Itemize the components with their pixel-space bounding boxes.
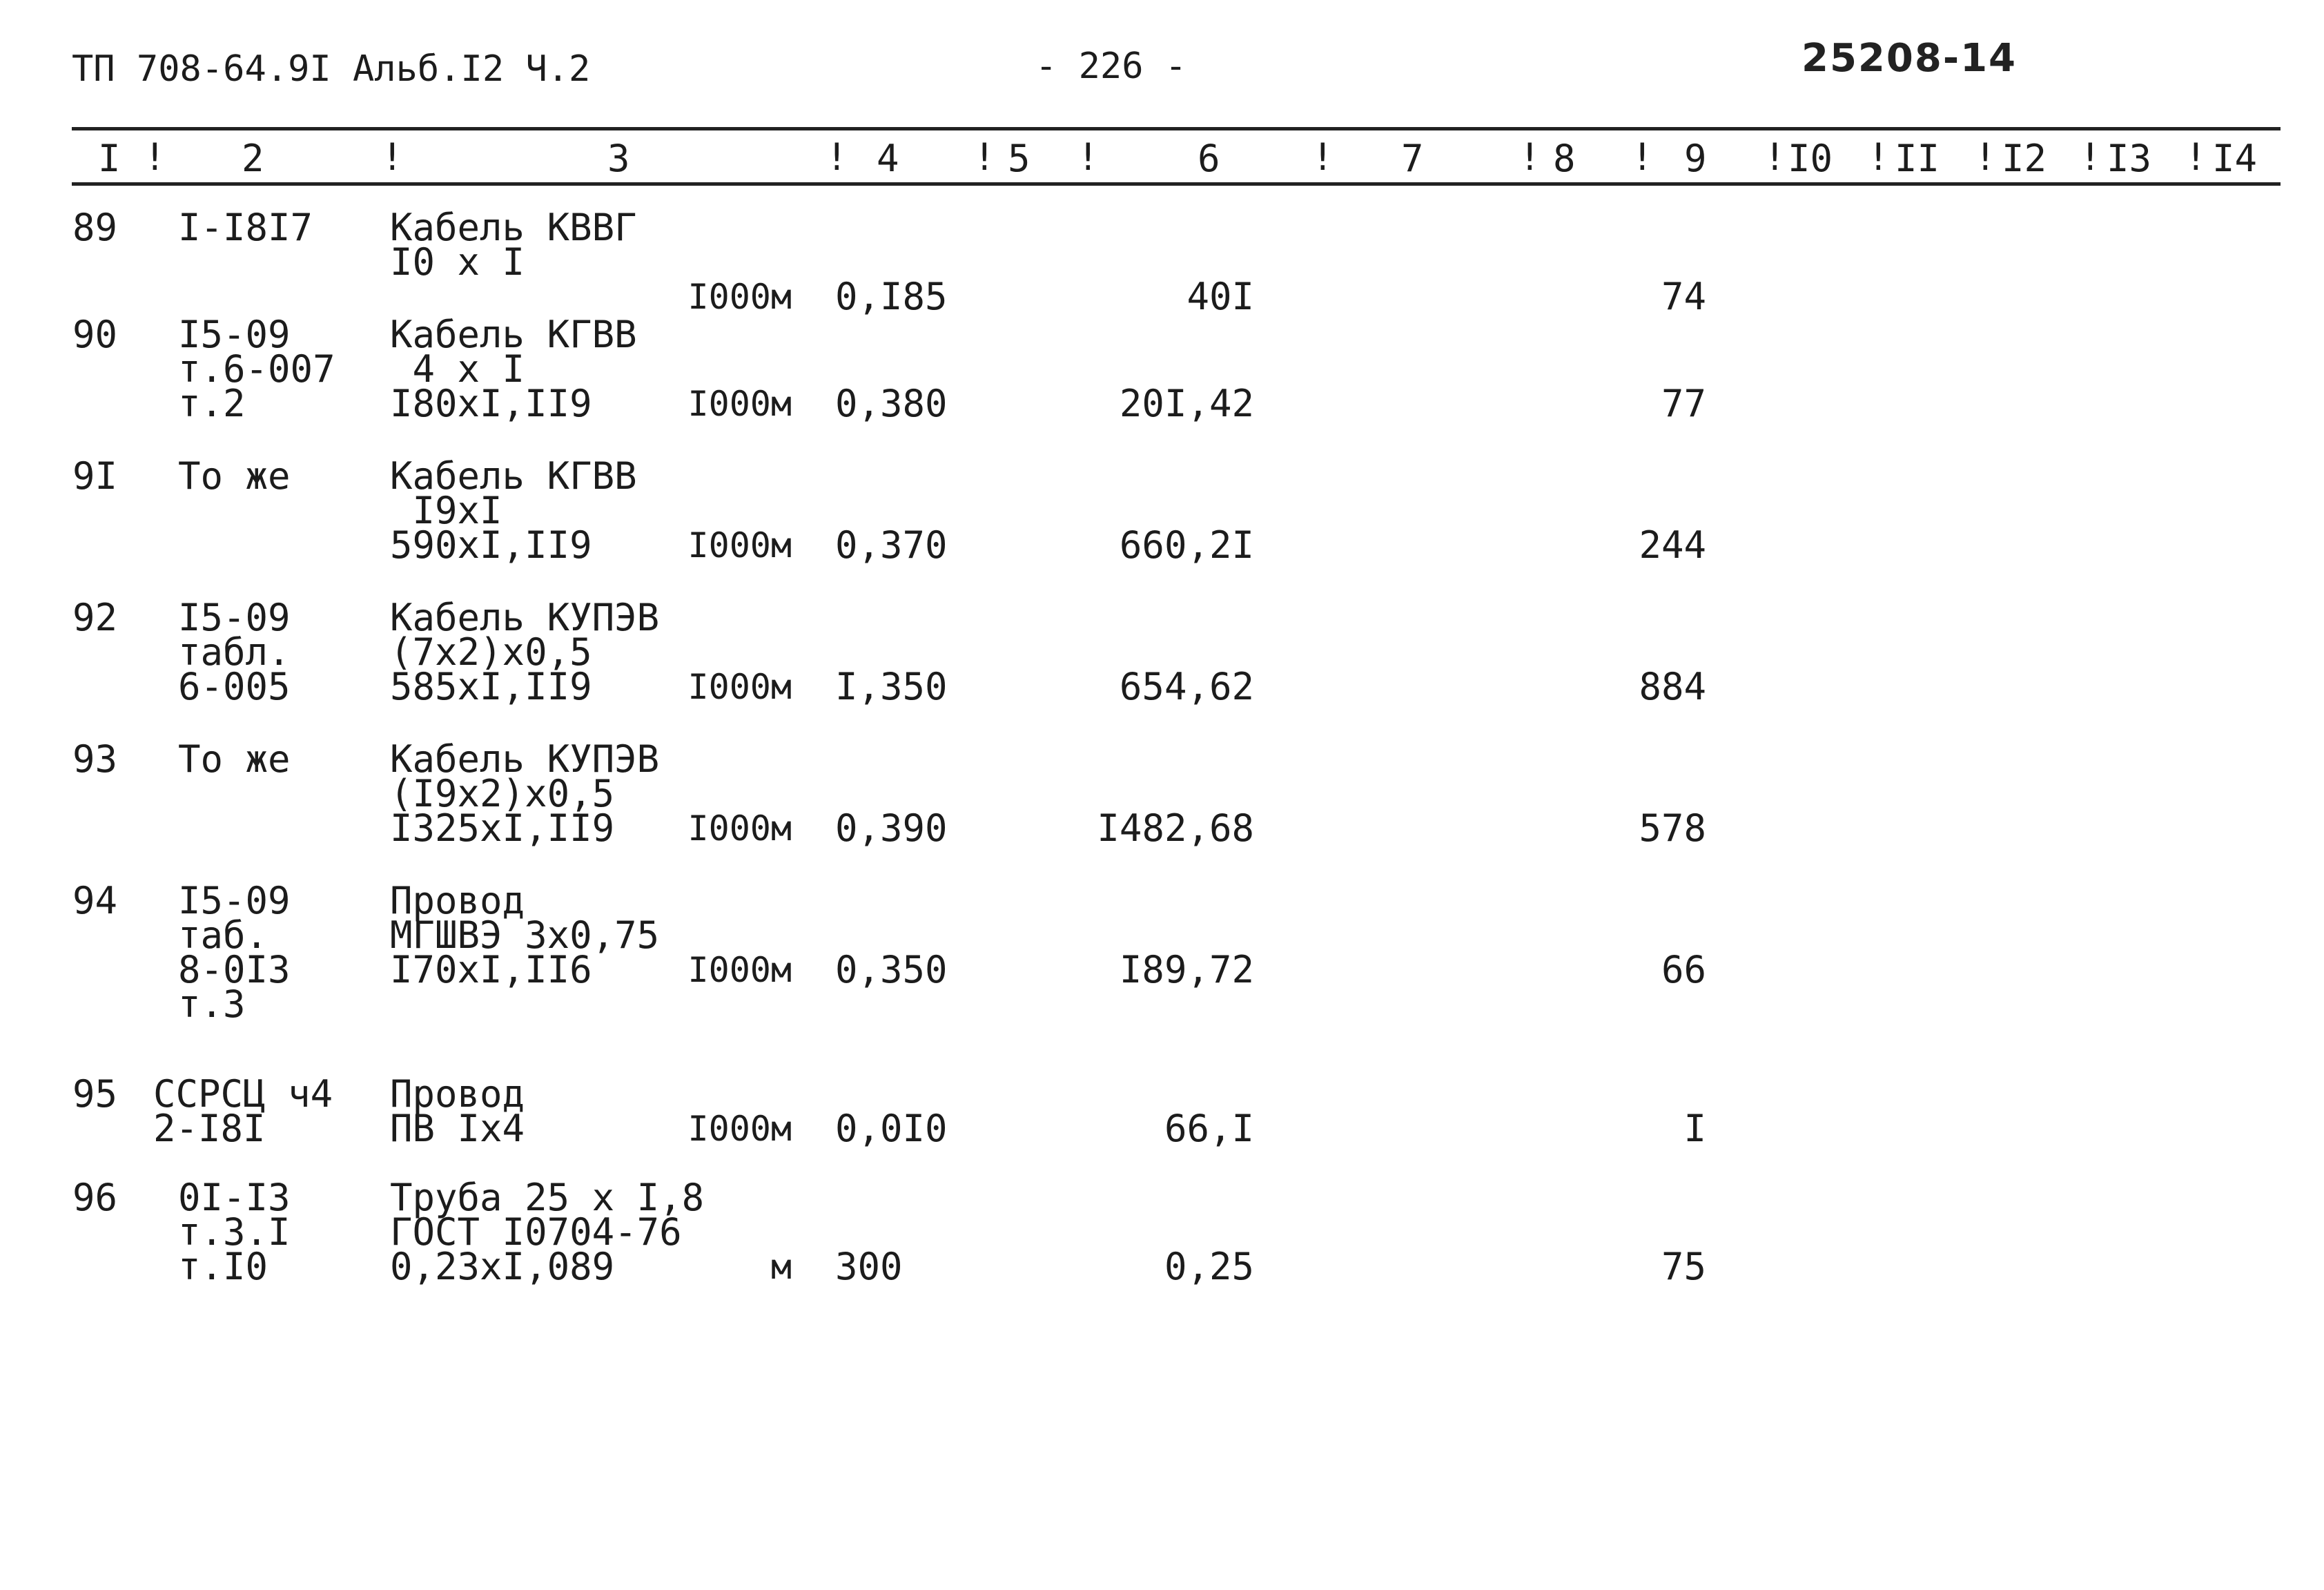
item-name-line: I9xI	[390, 489, 502, 532]
column-separator: !	[1077, 135, 1100, 179]
item-name-line: Кабель КГВВ	[390, 313, 637, 356]
row-number: 90	[72, 313, 118, 356]
column-header: I0	[1788, 137, 1833, 180]
pricebook-code	[178, 737, 291, 781]
row-number: 89	[72, 206, 118, 249]
unit-of-measure: I000м	[687, 277, 792, 317]
quantity: 0,0I0	[835, 1107, 948, 1150]
unit-of-measure: I000м	[687, 525, 792, 565]
quantity: 0,380	[835, 382, 948, 425]
unit-price: I89,72	[1119, 948, 1254, 991]
column-separator: !	[1519, 135, 1541, 179]
total-cost: 74	[1661, 275, 1706, 318]
unit-price: 20I,42	[1119, 382, 1254, 425]
pricebook-code-line: I5-09	[178, 313, 291, 356]
item-name	[390, 454, 637, 567]
item-name-line: I0 x I	[390, 240, 525, 284]
quantity: 0,I85	[835, 275, 948, 318]
quantity: I,350	[835, 665, 948, 708]
quantity: 0,390	[835, 806, 948, 850]
item-name-line: I80xI,II9	[390, 382, 592, 425]
column-header: 2	[242, 137, 264, 180]
column-separator: !	[1764, 135, 1786, 179]
column-header: I4	[2212, 137, 2258, 180]
row-number: 94	[72, 879, 118, 922]
quantity: 0,350	[835, 948, 948, 991]
item-name-line: Провод	[390, 1072, 525, 1116]
item-name-line: 0,23xI,089	[390, 1245, 615, 1288]
pricebook-code-line: таб.	[178, 913, 268, 957]
column-header: 3	[607, 137, 630, 180]
item-name	[390, 879, 660, 991]
row-number: 92	[72, 596, 118, 639]
pricebook-code-line: ССРСЦ ч4	[153, 1072, 333, 1116]
pricebook-code-line: табл.	[178, 630, 291, 674]
total-cost: 578	[1639, 806, 1706, 850]
pricebook-code-line: т.6-007	[178, 347, 335, 391]
column-header: 5	[1008, 137, 1031, 180]
pricebook-code-line: т.2	[178, 382, 246, 425]
column-header: I3	[2107, 137, 2152, 180]
item-name-line: I70xI,II6	[390, 948, 592, 991]
pricebook-code	[153, 1072, 333, 1150]
column-header: I2	[2002, 137, 2047, 180]
pricebook-code-line: I-I8I7	[178, 206, 313, 249]
page-number: - 226 -	[1035, 46, 1187, 87]
column-separator: !	[826, 135, 848, 179]
pricebook-code-line: 6-005	[178, 665, 291, 708]
document-reference: ТП 708-64.9I Альб.I2 Ч.2	[72, 48, 591, 90]
unit-price: 66,I	[1164, 1107, 1254, 1150]
pricebook-code	[178, 596, 291, 708]
item-name-line: Кабель КУПЭВ	[390, 737, 660, 781]
column-header: II	[1895, 137, 1940, 180]
pricebook-code	[178, 1176, 291, 1288]
column-separator: !	[144, 135, 166, 179]
column-header: 6	[1198, 137, 1220, 180]
pricebook-code-line: I5-09	[178, 879, 291, 922]
pricebook-code-line: I5-09	[178, 596, 291, 639]
item-name-line: 4 x I	[390, 347, 525, 391]
item-name-line: (7x2)x0,5	[390, 630, 592, 674]
column-separator: !	[1974, 135, 1997, 179]
table-top-rule	[72, 127, 2281, 130]
item-name	[390, 737, 660, 850]
column-separator: !	[381, 135, 404, 179]
unit-of-measure: м	[770, 1247, 792, 1287]
unit-of-measure: I000м	[687, 950, 792, 990]
item-name-line: ГОСТ I0704-76	[390, 1210, 682, 1254]
unit-price: 654,62	[1119, 665, 1254, 708]
pricebook-code-line: 8-0I3	[178, 948, 291, 991]
column-header: I	[98, 137, 121, 180]
pricebook-code-line: т.3.I	[178, 1210, 291, 1254]
item-name-line: МГШВЭ 3x0,75	[390, 913, 660, 957]
item-name-line: 585xI,II9	[390, 665, 592, 708]
unit-price: I482,68	[1097, 806, 1254, 850]
pricebook-code	[178, 879, 291, 1026]
item-name-line: Кабель КВВГ	[390, 206, 637, 249]
column-header: 7	[1401, 137, 1424, 180]
column-separator: !	[2185, 135, 2207, 179]
unit-of-measure: I000м	[687, 384, 792, 424]
pricebook-code-line: т.3	[178, 982, 246, 1026]
pricebook-code	[178, 313, 335, 425]
item-name-line: I325xI,II9	[390, 806, 615, 850]
row-number: 96	[72, 1176, 118, 1219]
item-name	[390, 313, 637, 425]
unit-of-measure: I000м	[687, 1109, 792, 1149]
item-name-line: 590xI,II9	[390, 523, 592, 567]
pricebook-code-line: 0I-I3	[178, 1176, 291, 1219]
item-name-line: Кабель КУПЭВ	[390, 596, 660, 639]
item-name-line: Провод	[390, 879, 525, 922]
item-name	[390, 1176, 705, 1288]
pricebook-code-line: То же	[178, 454, 291, 498]
column-header: 4	[877, 137, 899, 180]
table-header-rule	[72, 182, 2281, 186]
column-separator: !	[1867, 135, 1890, 179]
unit-of-measure: I000м	[687, 667, 792, 707]
quantity: 0,370	[835, 523, 948, 567]
item-name	[390, 206, 637, 284]
total-cost: 66	[1661, 948, 1706, 991]
sheet-code: 25208-14	[1801, 36, 2017, 81]
total-cost: 77	[1661, 382, 1706, 425]
total-cost: I	[1683, 1107, 1706, 1150]
pricebook-code	[178, 206, 313, 249]
total-cost: 75	[1661, 1245, 1706, 1288]
column-header: 8	[1553, 137, 1576, 180]
item-name-line: Труба 25 x I,8	[390, 1176, 705, 1219]
item-name-line: Кабель КГВВ	[390, 454, 637, 498]
unit-price: 0,25	[1164, 1245, 1254, 1288]
column-separator: !	[2079, 135, 2102, 179]
unit-of-measure: I000м	[687, 808, 792, 849]
pricebook-code-line: То же	[178, 737, 291, 781]
pricebook-code-line: 2-I8I	[153, 1107, 266, 1150]
total-cost: 244	[1639, 523, 1706, 567]
item-name	[390, 596, 660, 708]
quantity: 300	[835, 1245, 903, 1288]
column-separator: !	[1631, 135, 1654, 179]
unit-price: 660,2I	[1119, 523, 1254, 567]
column-header: 9	[1684, 137, 1707, 180]
pricebook-code-line: т.I0	[178, 1245, 268, 1288]
row-number: 95	[72, 1072, 118, 1116]
row-number: 93	[72, 737, 118, 781]
row-number: 9I	[72, 454, 118, 498]
total-cost: 884	[1639, 665, 1706, 708]
column-separator: !	[973, 135, 996, 179]
item-name-line: ПВ Ix4	[390, 1107, 525, 1150]
column-separator: !	[1311, 135, 1334, 179]
item-name-line: (I9x2)x0,5	[390, 772, 615, 815]
item-name	[390, 1072, 525, 1150]
unit-price: 40I	[1187, 275, 1254, 318]
pricebook-code	[178, 454, 291, 498]
